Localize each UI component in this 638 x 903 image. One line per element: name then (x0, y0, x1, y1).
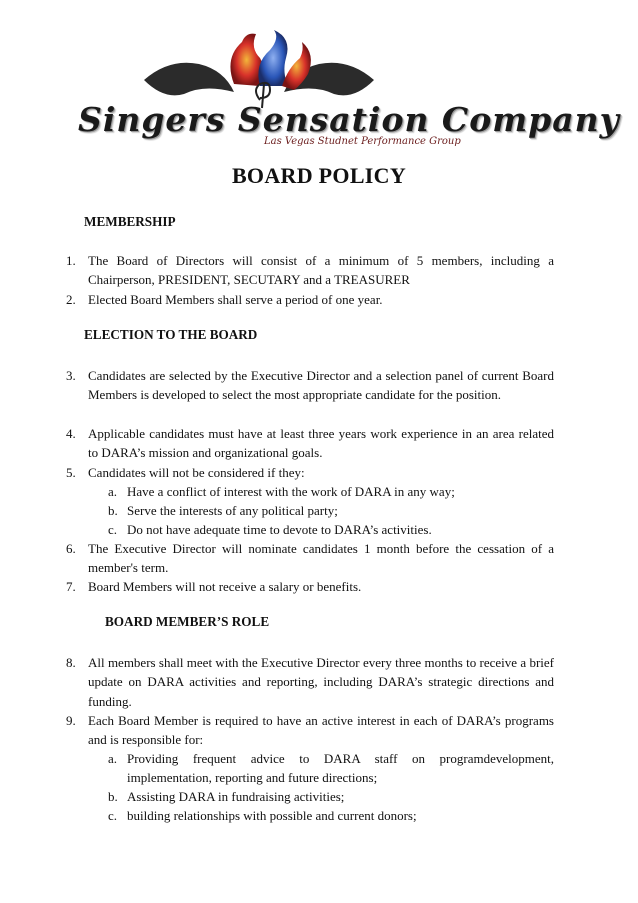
list-item (66, 463, 554, 482)
item-number: 6. (66, 541, 76, 556)
sub-item-letter: b. (108, 789, 118, 804)
item-number: 9. (66, 713, 76, 728)
sub-item-letter: c. (108, 808, 118, 823)
sub-item-letter: b. (108, 503, 118, 518)
company-logo (74, 28, 620, 148)
item-text: All members shall meet with the Executive Director every three months to receive a brief update on DARA activities and reporting, including DARA’s strategic directions and funding. (88, 655, 554, 709)
sub-list-item (108, 501, 554, 520)
list-item (66, 366, 554, 405)
item-text: The Board of Directors will consist of a minimum of 5 members, including a Chairperson, PRESIDENT, SECUTARY and a TREASURER (88, 253, 554, 288)
logo-title: Singers Sensation Company (78, 100, 620, 139)
list-item (66, 424, 554, 463)
page-title: BOARD POLICY (231, 163, 407, 188)
sub-item-letter: c. (108, 522, 118, 537)
list-item (66, 539, 554, 578)
item-number: 4. (66, 426, 76, 441)
sub-list-item (108, 749, 554, 788)
sub-item-text: Serve the interests of any political party; (127, 503, 338, 518)
item-number: 3. (66, 368, 76, 383)
list-item (66, 290, 554, 309)
sub-item-text: building relationships with possible and current donors; (127, 808, 417, 823)
item-number: 1. (66, 253, 76, 268)
section-heading-role: BOARD MEMBER’S ROLE (105, 614, 270, 629)
item-text: Each Board Member is required to have an active interest in each of DARA’s programs and is responsible for: (88, 713, 554, 748)
item-text: Board Members will not receive a salary or benefits. (88, 579, 362, 594)
list-item (66, 251, 554, 290)
item-number: 7. (66, 579, 76, 594)
sub-list-item (108, 520, 554, 539)
item-number: 8. (66, 655, 76, 670)
item-text: The Executive Director will nominate candidates 1 month before the cessation of a member's term. (88, 541, 554, 576)
sub-list-item (108, 787, 554, 806)
item-text: Applicable candidates must have at least three years work experience in an area related to DARA’s mission and organizational goals. (88, 426, 554, 461)
sub-list-item (108, 482, 554, 501)
sub-item-text: Providing frequent advice to DARA staff on programdevelopment, implementation, reporting and future directions; (127, 751, 554, 786)
sub-item-text: Assisting DARA in fundraising activities; (127, 789, 345, 804)
sub-item-letter: a. (108, 751, 118, 766)
item-number: 5. (66, 465, 76, 480)
sub-item-text: Do not have adequate time to devote to DARA’s activities. (127, 522, 432, 537)
item-text: Elected Board Members shall serve a period of one year. (88, 292, 383, 307)
list-item (66, 711, 554, 750)
item-text: Candidates will not be considered if they: (88, 465, 305, 480)
list-item (66, 653, 554, 711)
list-item (66, 577, 554, 596)
sub-item-text: Have a conflict of interest with the work of DARA in any way; (127, 484, 455, 499)
sub-list-item (108, 806, 554, 825)
section-heading-election: ELECTION TO THE BOARD (84, 327, 258, 342)
logo-tagline: Las Vegas Studnet Performance Group (264, 136, 461, 147)
section-heading-membership: MEMBERSHIP (84, 214, 176, 229)
sub-item-letter: a. (108, 484, 118, 499)
item-text: Candidates are selected by the Executive Director and a selection panel of current Board Members is developed to select the most appropriate candidate for the position. (88, 368, 554, 403)
item-number: 2. (66, 292, 76, 307)
